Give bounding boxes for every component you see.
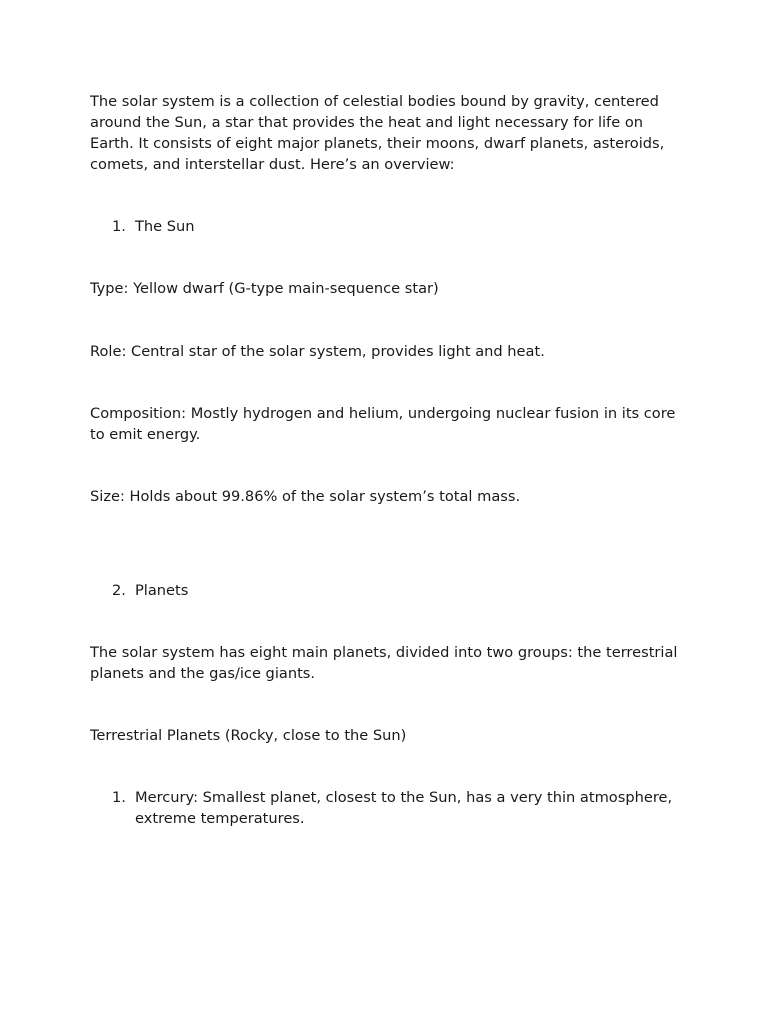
terrestrial-subheading: Terrestrial Planets (Rocky, close to the Sun) — [90, 727, 407, 744]
list-number: 1. — [112, 218, 126, 235]
list-number: 2. — [112, 582, 126, 599]
sun-role-paragraph: Role: Central star of the solar system, provides light and heat. — [90, 343, 545, 360]
sun-composition-paragraph: Composition: Mostly hydrogen and helium, undergoing nuclear fusion in its core to emit energy. — [90, 405, 676, 443]
intro-paragraph: The solar system is a collection of celestial bodies bound by gravity, centered around the Sun, a star that provides the heat and light necessary for life on Earth. It consists of eight major planets, their moons, dwarf planets, asteroids, comets, and interstellar dust. Here’s an overview: — [90, 93, 665, 173]
section-heading-label: Planets — [135, 582, 189, 599]
list-number: 1. — [112, 789, 126, 806]
section-heading-planets — [112, 580, 692, 601]
planets-description-paragraph: The solar system has eight main planets, divided into two groups: the terrestrial planets and the gas/ice giants. — [90, 644, 678, 682]
list-item-text: Mercury: Smallest planet, closest to the Sun, has a very thin atmosphere, extreme temperatures. — [135, 789, 673, 827]
list-item-mercury — [112, 787, 692, 829]
section-heading-sun — [112, 216, 692, 237]
sun-size-paragraph: Size: Holds about 99.86% of the solar system’s total mass. — [90, 488, 521, 505]
section-heading-label: The Sun — [135, 218, 195, 235]
sun-type-paragraph: Type: Yellow dwarf (G-type main-sequence star) — [90, 280, 439, 297]
